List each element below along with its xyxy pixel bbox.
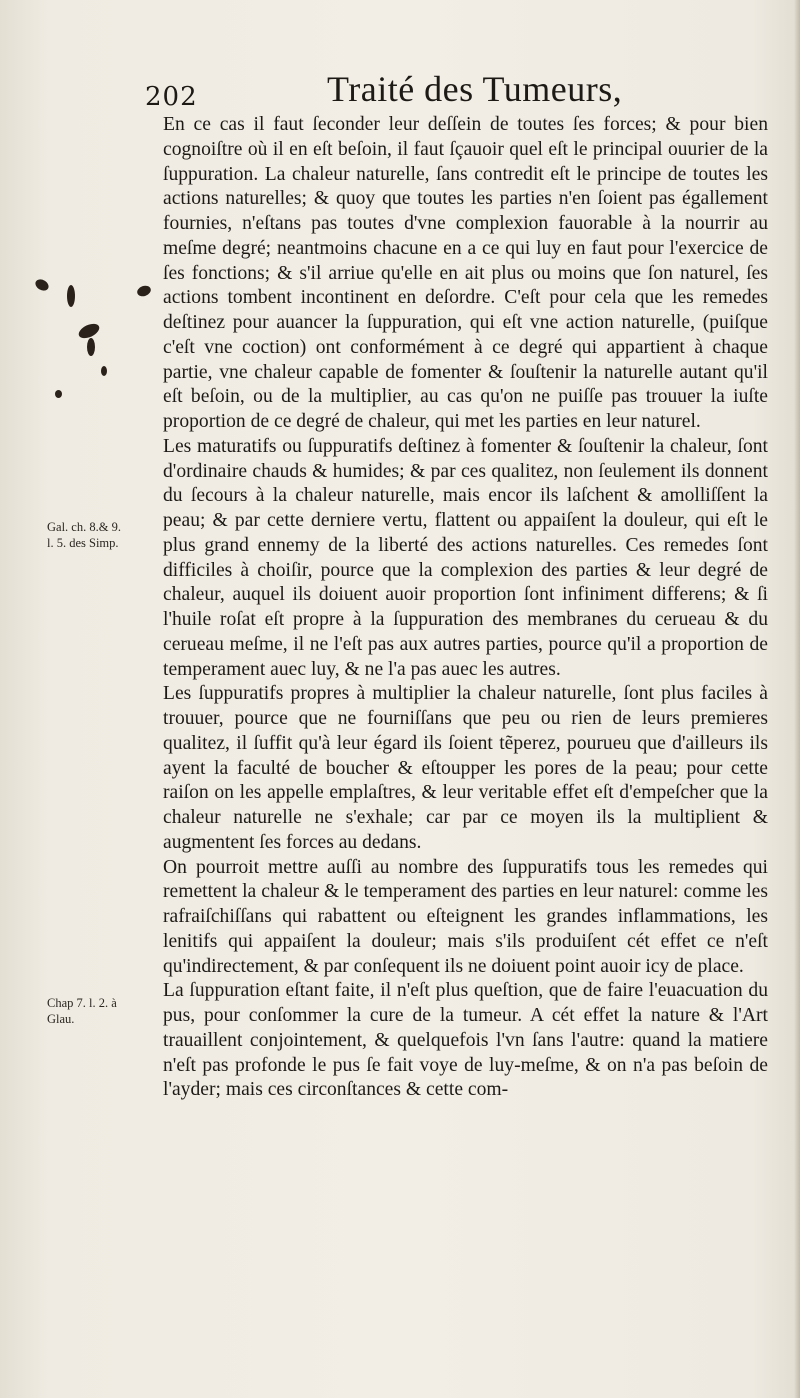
body-text <box>163 113 768 1103</box>
paragraph: La ſuppuration eſtant faite, il n'eſt plus queſtion, que de faire l'euacuation du pus, pour conſommer la cure de la tumeur. A cét effet la nature & l'Art trauaillent conjointement, & quelquefois l'vn ſans l'autre: quand la matiere n'eſt pas profonde le pus ſe fait voye de luy-meſme, & on n'a pas beſoin de l'ayder; mais ces circonſtances & cette com- <box>163 980 768 1101</box>
margin-note-galen <box>47 519 159 551</box>
page-number: 202 <box>145 82 198 112</box>
margin-note-chapter <box>47 995 159 1027</box>
paragraph: Les ſuppuratifs propres à multiplier la chaleur naturelle, ſont plus faciles à trouuer, pource que ne fourniſſans que peu ou rien de leurs premieres qualitez, il ſuffit qu'à leur égard ils ſoient tẽperez, pourueu que d'ailleurs ils ayent la faculté de boucher & eſtoupper les pores de la peau; pour cette raiſon on les appelle emplaſtres, & leur veritable effet eſt d'empeſcher que la chaleur naturelle ne s'exhale; car par ce moyen ils la multiplient & augmentent ſes forces au dedans. <box>163 683 768 853</box>
running-title: Traité des Tumeurs, <box>327 69 623 109</box>
page-edge-shadow <box>794 0 800 1398</box>
ink-stain-decoration <box>15 270 135 400</box>
margin-note-line: Glau. <box>47 1012 75 1026</box>
paragraph: On pourroit mettre auſſi au nombre des ſuppuratifs tous les remedes qui remettent la chaleur & le temperament des parties en leur naturel: comme les rafraiſchiſſans qui rabattent ou eſteignent les grandes inflammations, les lenitifs qui appaiſent la douleur; mais s'ils produiſent cét effet ce n'eſt qu'indirectement, & par conſequent ils ne doiuent point auoir icy de place. <box>163 856 768 977</box>
paragraph: Les maturatifs ou ſuppuratifs deſtinez à fomenter & ſouſtenir la chaleur, ſont d'ordinaire chauds & humides; & par ces qualitez, non ſeulement ils donnent du ſecours à la chaleur naturelle, mais encor ils laſchent & amolliſſent la peau; & par cette derniere vertu, flattent ou appaiſent la douleur, qui eſt le plus grand ennemy de la liberté des actions naturelles. Ces remedes ſont difficiles à choiſir, pource que la complexion des parties & leur degré de chaleur, auquel ils doiuent auoir proportion ſont infiniment differens; & ſi l'huile roſat eſt propre à la ſuppuration des membranes du cerueau & du cerueau meſme, il ne l'eſt pas aux autres parties, pource qu'il a proportion de temperament auec luy, & ne l'a pas auec les autres. <box>163 435 768 680</box>
page-header <box>145 68 625 116</box>
paragraph: En ce cas il faut ſeconder leur deſſein de toutes ſes forces; & pour bien cognoiſtre où il en eſt beſoin, il faut ſçauoir quel eſt le principal ouurier de la ſuppuration. La chaleur naturelle, ſans contredit eſt le principe de toutes les actions naturelles; & quoy que toutes les parties n'en ſoient pas égallement fournies, n'eſtans pas toutes d'vne complexion fauorable à la nourrir au meſme degré; neantmoins chacune en a ce qui luy en faut pour l'exercice de ſes fonctions; & s'il arriue qu'elle en ait plus ou moins que ſon naturel, ſes actions tombent incontinent en deſordre. C'eſt pour cela que les remedes deſtinez pour auancer la ſuppuration, qui eſt vne action naturelle, (puiſque c'eſt vne coction) ont conformément à ce degré qui appartient à chaque partie, vne chaleur capable de fomenter & ſouſtenir la naturelle autant qu'il eſt beſoin, ou de la multiplier, au cas qu'on ne puiſſe pas trouuer la iuſte proportion de ce degré de chaleur, qui met les parties en leur naturel. <box>163 114 768 432</box>
margin-note-line: Gal. ch. 8.& 9. <box>47 520 121 534</box>
margin-note-line: Chap 7. l. 2. à <box>47 996 117 1010</box>
margin-note-line: l. 5. des Simp. <box>47 536 119 550</box>
